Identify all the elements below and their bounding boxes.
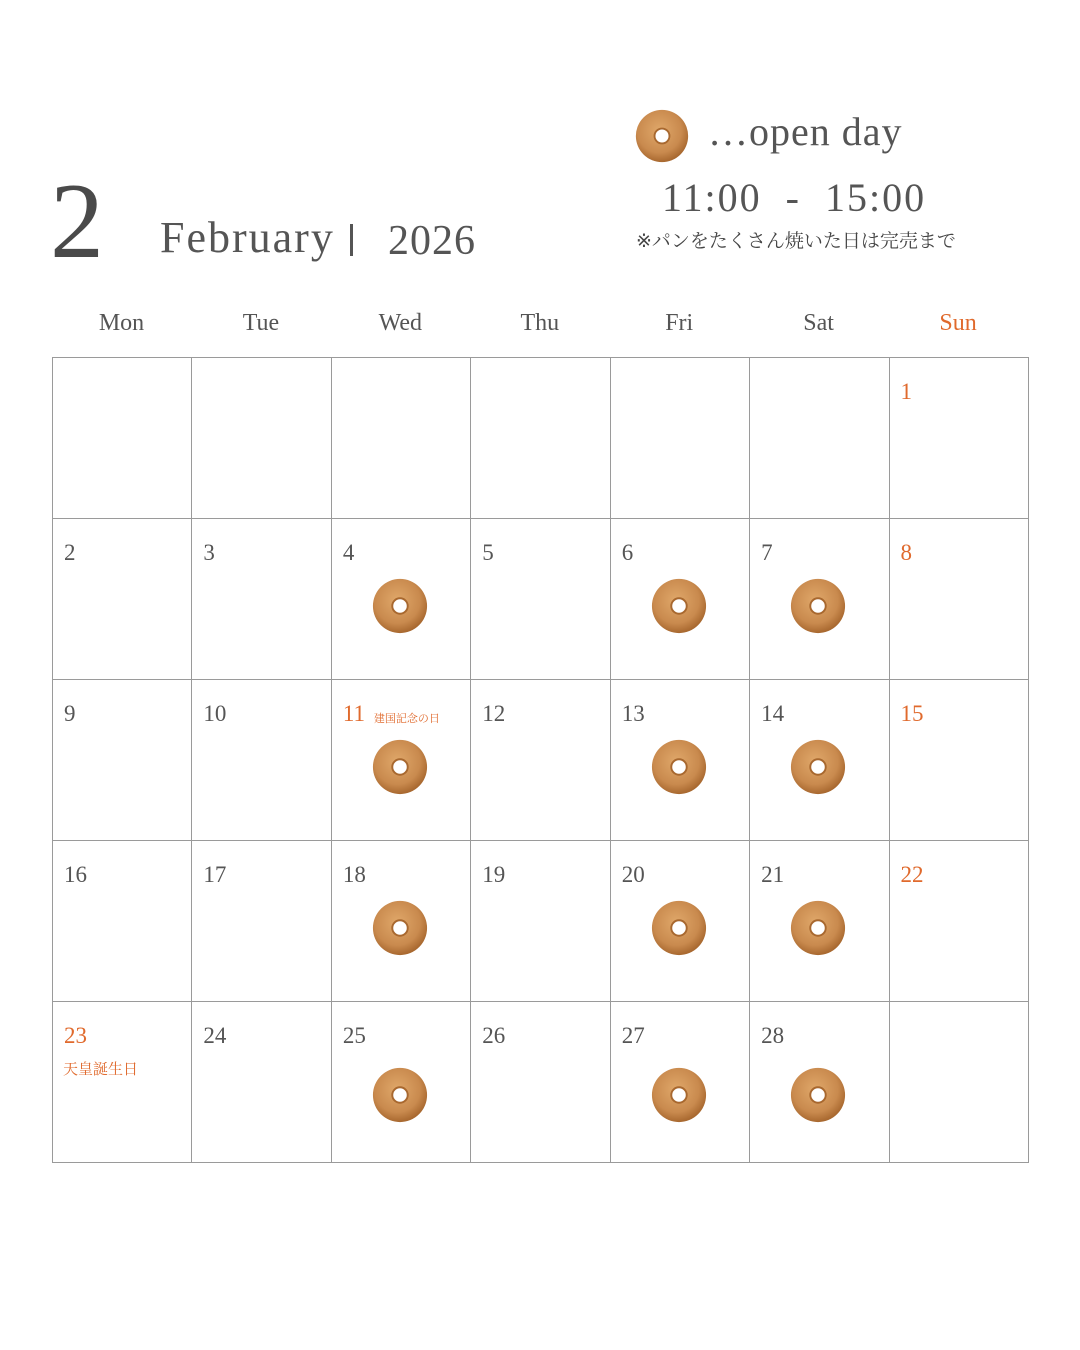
- day-cell-27: [611, 1002, 750, 1163]
- day-number: 5: [482, 540, 494, 565]
- day-cell-16: [53, 841, 192, 1002]
- empty-day-cell: [750, 358, 889, 519]
- day-number: 12: [482, 701, 506, 726]
- day-number: 4: [342, 540, 355, 565]
- day-number: 19: [482, 862, 506, 887]
- empty-day-cell: [53, 358, 192, 519]
- day-number: 27: [621, 1023, 645, 1048]
- legend-open-day-label: …open day: [708, 109, 903, 154]
- day-number: 26: [482, 1023, 506, 1048]
- day-number: 18: [342, 862, 366, 887]
- weekday-thu: Thu: [520, 310, 560, 336]
- empty-day-cell: [192, 358, 331, 519]
- day-cell-23: [53, 1002, 192, 1163]
- weekday-sun: Sun: [939, 310, 977, 336]
- calendar-grid: [52, 357, 1029, 1163]
- day-cell-18: [332, 841, 471, 1002]
- donut-icon: [650, 577, 708, 635]
- day-cell-11: [332, 680, 471, 841]
- day-number: 23: [64, 1023, 87, 1048]
- day-number: 28: [761, 1023, 785, 1048]
- day-cell-9: [53, 680, 192, 841]
- weekday-tue: Tue: [242, 310, 280, 336]
- day-number: 7: [761, 540, 773, 565]
- day-cell-4: [332, 519, 471, 680]
- day-number: 3: [203, 540, 215, 565]
- day-number: 1: [900, 379, 913, 404]
- day-cell-22: [890, 841, 1029, 1002]
- day-number: 13: [621, 701, 645, 726]
- weekday-fri: Fri: [665, 310, 694, 336]
- day-cell-25: [332, 1002, 471, 1163]
- day-number: 16: [64, 862, 87, 887]
- day-number: 24: [203, 1023, 227, 1048]
- day-cell-3: [192, 519, 331, 680]
- day-cell-15: [890, 680, 1029, 841]
- donut-icon: [371, 899, 429, 957]
- weekday-sat: Sat: [803, 310, 834, 336]
- month-number: 2: [50, 162, 104, 281]
- donut-icon: [371, 577, 429, 635]
- donut-icon: [371, 1066, 429, 1124]
- empty-day-cell: [890, 1002, 1029, 1163]
- donut-icon: [650, 899, 708, 957]
- day-cell-10: [192, 680, 331, 841]
- month-name: February: [160, 213, 335, 262]
- day-number: 21: [761, 862, 785, 887]
- empty-day-cell: [332, 358, 471, 519]
- sellout-note: ※パンをたくさん焼いた日は完売まで: [636, 230, 956, 252]
- donut-icon: [789, 1066, 847, 1124]
- day-cell-1: [890, 358, 1029, 519]
- month-year-separator: [350, 224, 353, 256]
- day-cell-14: [750, 680, 889, 841]
- holiday-label: 天皇誕生日: [63, 1060, 139, 1078]
- day-cell-5: [471, 519, 610, 680]
- day-number: 14: [761, 701, 785, 726]
- donut-icon: [650, 1066, 708, 1124]
- day-cell-8: [890, 519, 1029, 680]
- empty-day-cell: [611, 358, 750, 519]
- day-cell-17: [192, 841, 331, 1002]
- day-cell-24: [192, 1002, 331, 1163]
- day-cell-26: [471, 1002, 610, 1163]
- day-cell-6: [611, 519, 750, 680]
- day-cell-28: [750, 1002, 889, 1163]
- day-number: 22: [900, 862, 924, 887]
- day-cell-2: [53, 519, 192, 680]
- day-number: 2: [64, 540, 76, 565]
- day-cell-21: [750, 841, 889, 1002]
- day-number: 6: [621, 540, 634, 565]
- day-number: 10: [203, 701, 227, 726]
- day-number: 9: [64, 701, 76, 726]
- donut-icon: [789, 899, 847, 957]
- weekday-wed: Wed: [378, 310, 423, 336]
- day-cell-12: [471, 680, 610, 841]
- day-number: 25: [342, 1023, 366, 1048]
- day-number: 8: [900, 540, 913, 565]
- donut-icon: [634, 108, 690, 164]
- year: 2026: [388, 218, 476, 264]
- donut-icon: [650, 738, 708, 796]
- day-cell-7: [750, 519, 889, 680]
- day-number: 11: [342, 701, 365, 726]
- day-number: 20: [621, 862, 645, 887]
- day-cell-20: [611, 841, 750, 1002]
- empty-day-cell: [471, 358, 610, 519]
- donut-icon: [789, 738, 847, 796]
- holiday-label: 建国記念の日: [373, 712, 440, 725]
- opening-hours: 11:00 - 15:00: [662, 175, 927, 220]
- donut-icon: [371, 738, 429, 796]
- day-number: 17: [203, 862, 227, 887]
- donut-icon: [789, 577, 847, 635]
- day-cell-19: [471, 841, 610, 1002]
- day-cell-13: [611, 680, 750, 841]
- weekday-mon: Mon: [98, 310, 145, 336]
- day-number: 15: [900, 701, 924, 726]
